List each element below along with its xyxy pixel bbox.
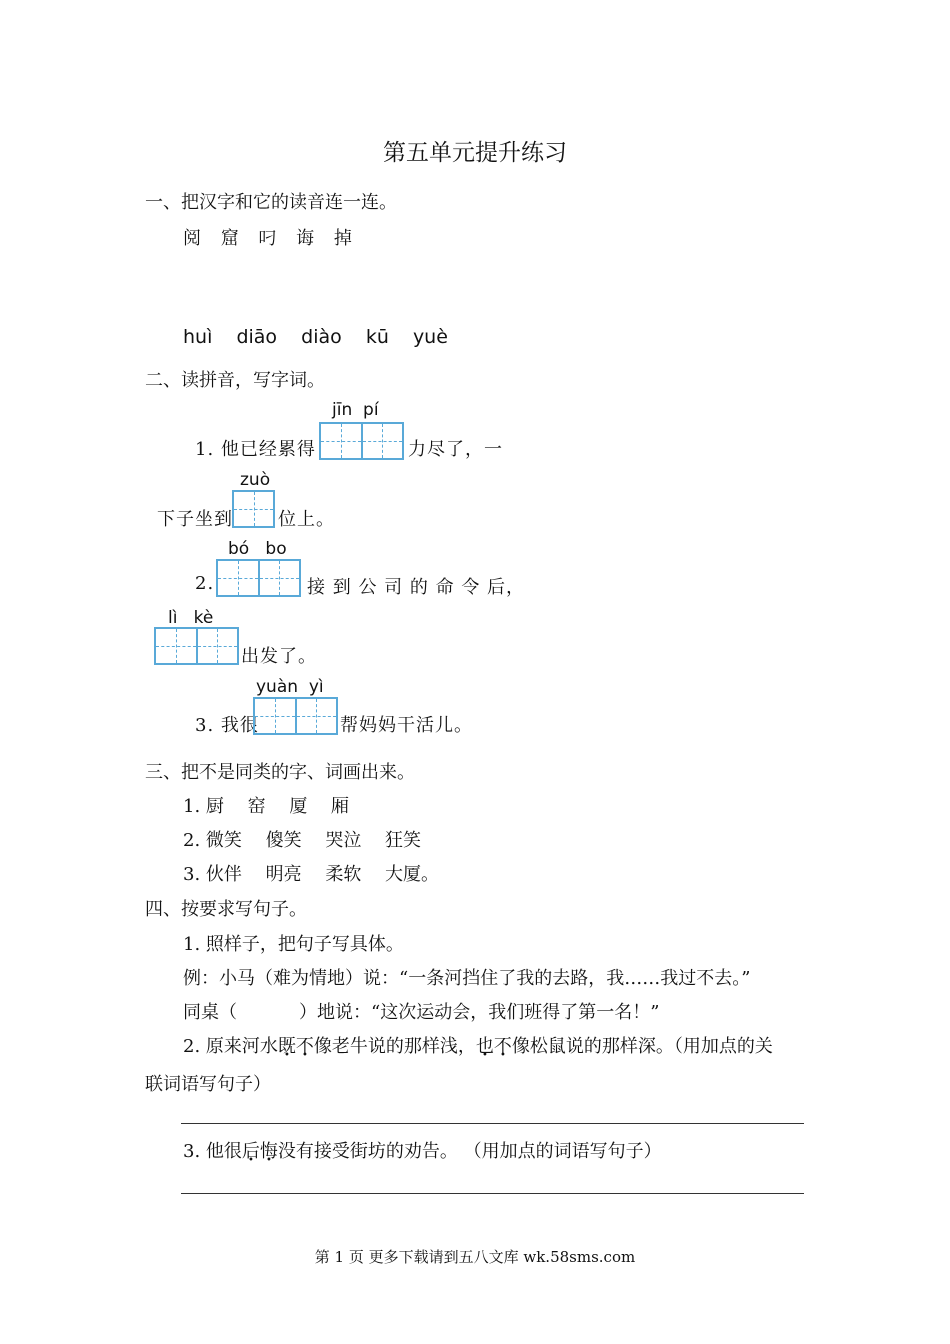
dotted-char: 后 <box>241 1141 260 1162</box>
section-3-line-3: 3. 伙伴 明亮 柔软 大厦。 <box>183 864 440 885</box>
q1-text-before-2: 下子坐到 <box>157 509 233 530</box>
section-1-heading: 一、把汉字和它的读音连一连。 <box>145 192 397 213</box>
section-2-heading: 二、读拼音，写字词。 <box>145 370 325 391</box>
answer-line-1[interactable] <box>181 1123 804 1124</box>
q2-pinyin: bó bo <box>228 539 287 559</box>
q3-pinyin: yuàn yì <box>256 677 324 697</box>
section-4-example: 例：小马（难为情地）说：“一条河挡住了我的去路，我……我过不去。” <box>183 968 751 989</box>
section-4-q2-line-2: 联词语写句子） <box>145 1074 271 1095</box>
q3-text-after: 帮妈妈干活儿。 <box>340 715 473 736</box>
dotted-char: 悔 <box>259 1141 278 1162</box>
dotted-char: 既 <box>277 1036 296 1057</box>
section-3-line-1: 1. 厨 窑 厦 厢 <box>183 796 350 817</box>
q1-text-after: 力尽了，一 <box>408 439 503 460</box>
q1-answer-box[interactable] <box>319 422 404 460</box>
section-1-chars: 阅 窟 叼 诲 掉 <box>183 228 352 249</box>
section-3-line-2: 2. 微笑 傻笑 哭泣 狂笑 <box>183 830 422 851</box>
q2-pinyin-2: lì kè <box>168 608 214 628</box>
q3-text-2: 没有接受街坊的劝告。 （用加点的词语写句子） <box>277 1141 662 1162</box>
q1-answer-box-2[interactable] <box>232 490 275 528</box>
section-4-q1-line <box>183 998 659 1024</box>
section-4-q2-line <box>183 1032 773 1058</box>
q1-text-before: 1. 他已经累得 <box>195 439 316 460</box>
page-footer: 第 1 页 更多下载请到五八文库 wk.58sms.com <box>314 1248 636 1266</box>
q2-text-after-2: 出发了。 <box>241 646 317 667</box>
dotted-char: 不 <box>295 1036 314 1057</box>
q2-text-before: 2. <box>195 573 215 594</box>
answer-line-2[interactable] <box>181 1193 804 1194</box>
q2-text-1: 2. 原来河水 <box>183 1036 278 1057</box>
q1-pinyin-2: zuò <box>240 470 271 490</box>
q3-text-1: 3. 他很 <box>183 1141 242 1162</box>
q2-answer-box-2[interactable] <box>154 627 239 665</box>
q2-text-2: 像老牛说的那样浅， <box>313 1036 476 1057</box>
q2-answer-box[interactable] <box>216 559 301 597</box>
section-4-heading: 四、按要求写句子。 <box>145 899 307 920</box>
section-4-q3-line <box>183 1137 662 1163</box>
q1-pinyin: jīn pí <box>332 400 379 420</box>
q2-text-3: 像松鼠说的那样深。（用加点的关 <box>511 1036 773 1057</box>
q2-text-after: 接 到 公 司 的 命 令 后， <box>307 577 526 598</box>
q1-text-after-2: 位上。 <box>278 509 335 530</box>
q1-prefix: 同桌（ <box>183 1002 237 1023</box>
q1-suffix: ）地说：“这次运动会，我们班得了第一名！” <box>299 1002 660 1023</box>
dotted-char: 不 <box>493 1036 512 1057</box>
section-1-pinyin: huì diāo diào kū yuè <box>183 326 448 348</box>
dotted-char: 也 <box>475 1036 494 1057</box>
q3-text-before: 3. 我很 <box>195 715 259 736</box>
q3-answer-box[interactable] <box>253 697 338 735</box>
page-title: 第五单元提升练习 <box>383 140 567 166</box>
section-3-heading: 三、把不是同类的字、词画出来。 <box>145 762 415 783</box>
section-4-q1: 1. 照样子，把句子写具体。 <box>183 934 404 955</box>
